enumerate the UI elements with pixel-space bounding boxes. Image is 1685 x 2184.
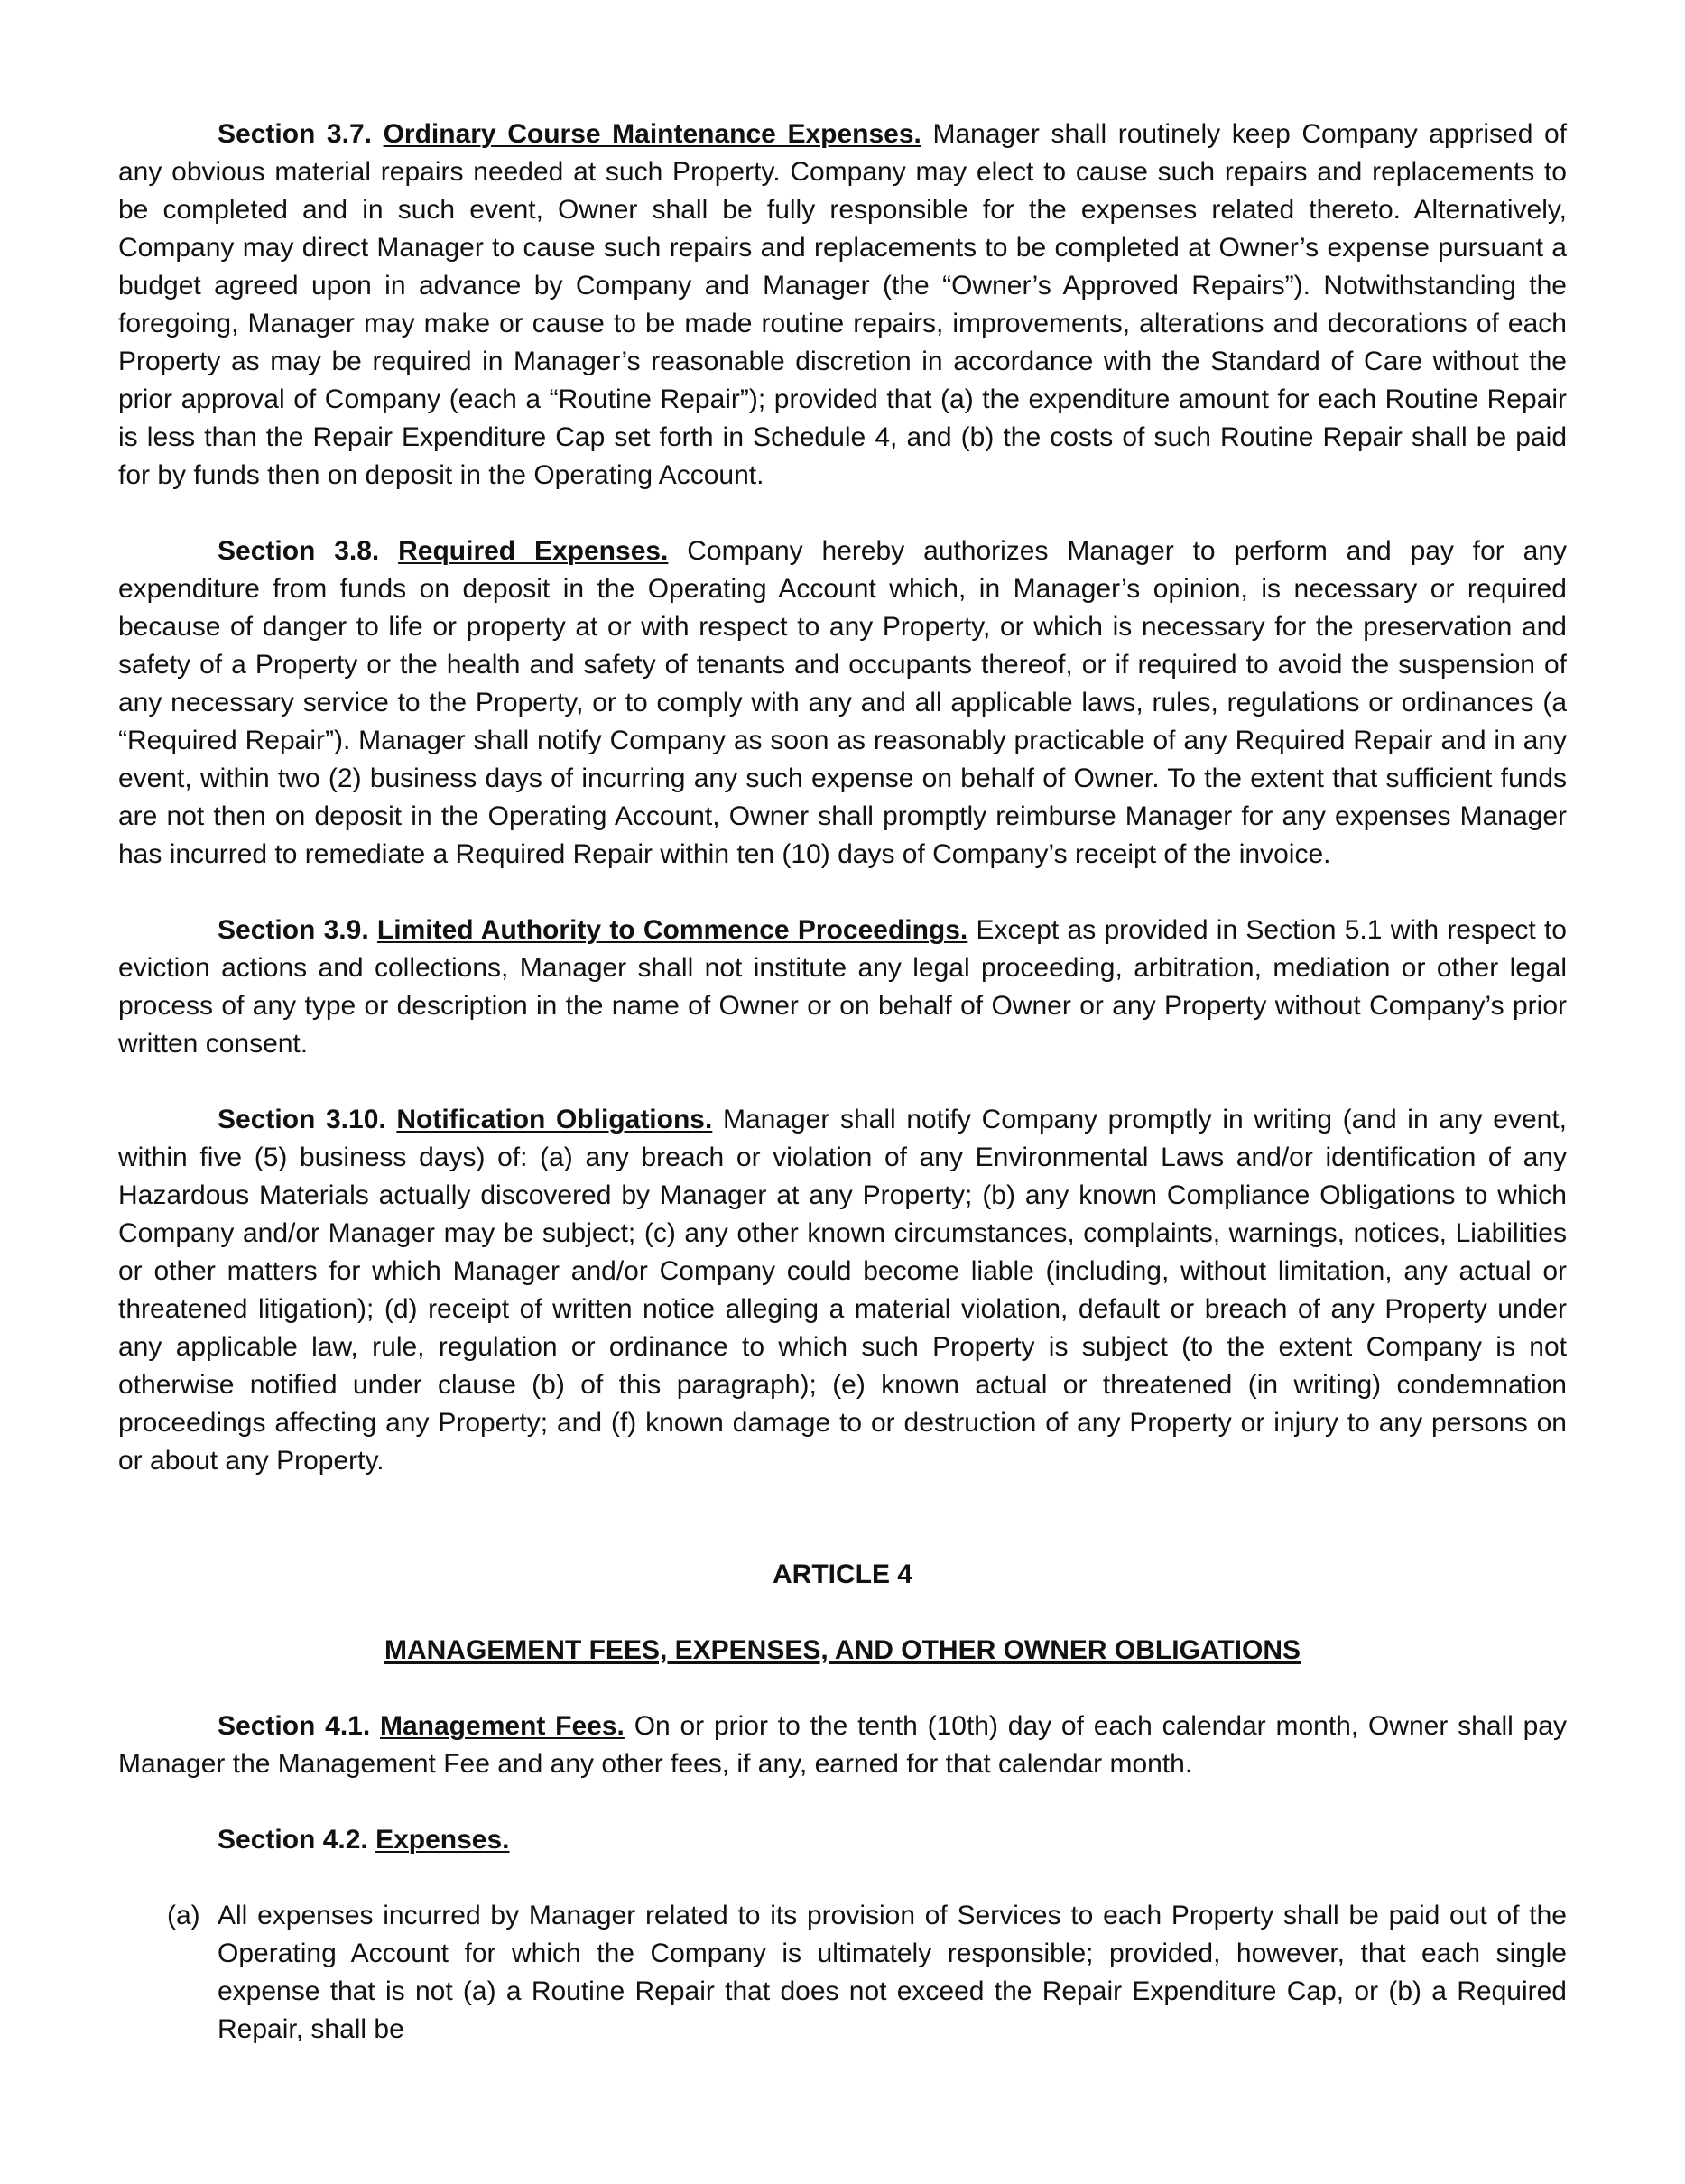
- article-number: ARTICLE 4: [772, 1559, 912, 1589]
- section-heading: Section 3.8.: [218, 536, 380, 566]
- section-title: Expenses.: [375, 1825, 510, 1855]
- section-3-8: [118, 532, 1567, 874]
- section-body: On or prior to the tenth (10th) day of each calendar month, Owner shall pay Manager the Management Fee and any other fees, if any, earned for that calendar month.: [118, 1711, 1567, 1779]
- section-3-9: [118, 912, 1567, 1063]
- section-title: Management Fees.: [380, 1711, 625, 1741]
- section-title: Required Expenses.: [398, 536, 669, 566]
- section-body: Manager shall routinely keep Company apprised of any obvious material repairs needed at such Property. Company may elect to cause such repairs and replacements to be completed and in such event, Owner shall be fully responsible for the expenses related thereto. Alternatively, Company may direct Manager to cause such repairs and replacements to be completed at Owner’s expense pursuant a budget agreed upon in advance by Company and Manager (the “Owner’s Approved Repairs”). Notwithstanding the foregoing, Manager may make or cause to be made routine repairs, improvements, alterations and decorations of each Property as may be required in Manager’s reasonable discretion in accordance with the Standard of Care without the prior approval of Company (each a “Routine Repair”); provided that (a) the expenditure amount for each Routine Repair is less than the Repair Expenditure Cap set forth in Schedule 4, and (b) the costs of such Routine Repair shall be paid for by funds then on deposit in the Operating Account.: [118, 119, 1567, 490]
- section-title: Limited Authority to Commence Proceedings.: [376, 915, 968, 945]
- section-heading: Section 4.2.: [218, 1825, 368, 1855]
- section-4-2: [118, 1821, 1567, 1859]
- section-heading: Section 3.9.: [218, 915, 369, 945]
- section-heading: Section 4.1.: [218, 1711, 371, 1741]
- list-item-body: All expenses incurred by Manager related to its provision of Services to each Property shall be paid out of the Operating Account for which the Company is ultimately responsible; provided, however, that each single expense that is not (a) a Routine Repair that does not exceed the Repair Expenditure Cap, or (b) a Required Repair, shall be: [218, 1901, 1567, 2044]
- section-body: Manager shall notify Company promptly in writing (and in any event, within five (5) business days) of: (a) any breach or violation of any Environmental Laws and/or identification of any Hazardous Materials actually discovered by Manager at any Property; (b) any known Compliance Obligations to which Company and/or Manager may be subject; (c) any other known circumstances, complaints, warnings, notices, Liabilities or other matters for which Manager and/or Company could become liable (including, without limitation, any actual or threatened litigation); (d) receipt of written notice alleging a material violation, default or breach of any Property under any applicable law, rule, regulation or ordinance to which such Property is subject (to the extent Company is not otherwise notified under clause (b) of this paragraph); (e) known actual or threatened (in writing) condemnation proceedings affecting any Property; and (f) known damage to or destruction of any Property or injury to any persons on or about any Property.: [118, 1105, 1568, 1476]
- section-heading: Section 3.7.: [218, 119, 372, 149]
- section-title: Ordinary Course Maintenance Expenses.: [383, 119, 921, 149]
- document-page: [118, 116, 1567, 2049]
- article-title: MANAGEMENT FEES, EXPENSES, AND OTHER OWNER OBLIGATIONS: [384, 1635, 1301, 1665]
- section-body: Except as provided in Section 5.1 with respect to eviction actions and collections, Manager shall not institute any legal proceeding, arbitration, mediation or other legal process of any type or description in the name of Owner or on behalf of Owner or any Property without Company’s prior written consent.: [118, 915, 1567, 1059]
- section-3-10: [118, 1101, 1567, 1480]
- section-4-1: [118, 1707, 1567, 1783]
- section-heading: Section 3.10.: [218, 1105, 386, 1134]
- section-body: Company hereby authorizes Manager to perform and pay for any expenditure from funds on deposit in the Operating Account which, in Manager’s opinion, is necessary or required because of danger to life or property at or with respect to any Property, or which is necessary for the preservation and safety of a Property or the health and safety of tenants and occupants thereof, or if required to avoid the suspension of any necessary service to the Property, or to comply with any and all applicable laws, rules, regulations or ordinances (a “Required Repair”). Manager shall notify Company as soon as reasonably practicable of any Required Repair and in any event, within two (2) business days of incurring any such expense on behalf of Owner. To the extent that sufficient funds are not then on deposit in the Operating Account, Owner shall promptly reimburse Manager for any expenses Manager has incurred to remediate a Required Repair within ten (10) days of Company’s receipt of the invoice.: [118, 536, 1568, 869]
- list-marker: (a): [167, 1901, 200, 1930]
- section-3-7: [118, 116, 1567, 495]
- section-title: Notification Obligations.: [396, 1105, 713, 1134]
- list-item-a: [118, 1897, 1567, 2049]
